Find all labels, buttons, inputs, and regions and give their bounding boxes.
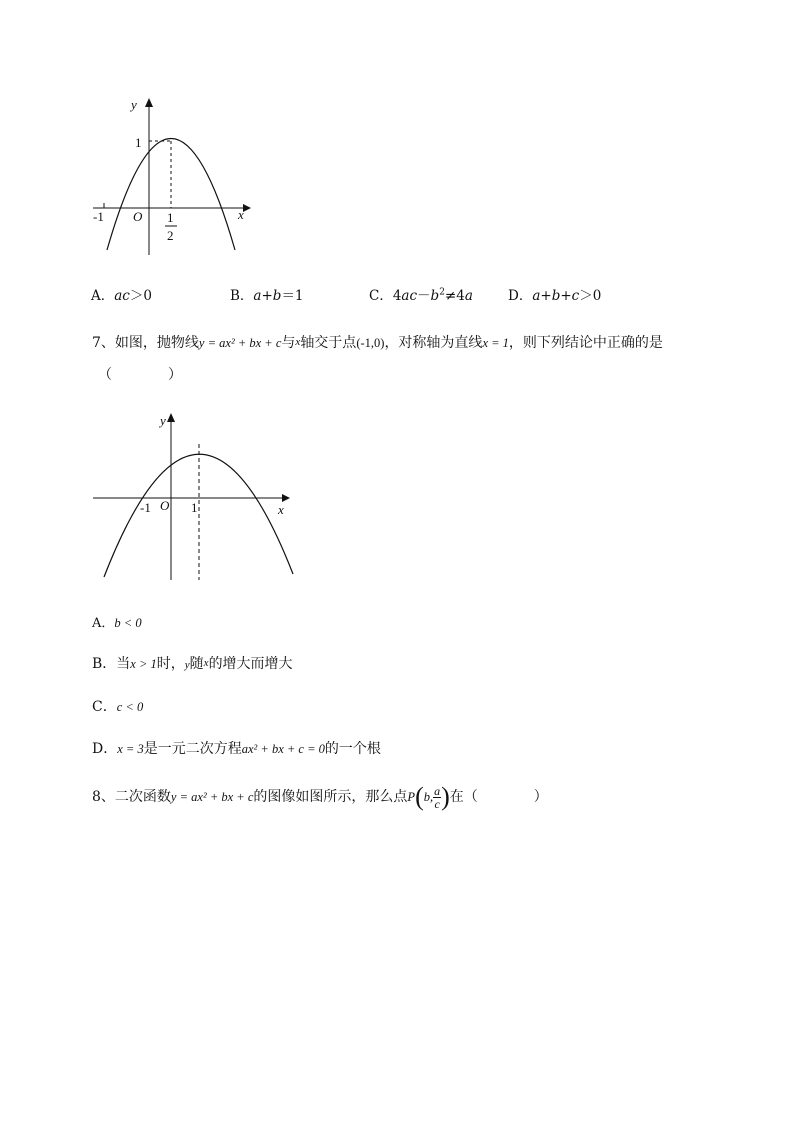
y-label: y [131,97,137,112]
x-label: x [278,502,284,517]
q7-option-b[interactable]: B．当x > 1时，y随x的增大而增大 [92,656,293,672]
fraction-a-over-c: $\frac{a}{c}$ [434,783,441,811]
x-axis-arrow [243,204,251,212]
parabola-graph-2 [90,410,295,585]
q6-option-b[interactable]: B．a+b＝1 [230,288,304,304]
q6-option-c[interactable]: C．$4ac-b^2\ne 4a$ [369,287,473,304]
y-label: y [160,413,166,428]
tick-label-1: 1 [135,135,142,150]
q7-answer-bracket: （ ） [98,367,182,383]
q7-option-d[interactable]: D．x = 3是一元二次方程ax² + bx + c = 0的一个根 [92,741,381,757]
tick-label-1: 1 [191,500,198,515]
q7-option-c[interactable]: C．c < 0 [92,699,144,715]
q6-option-d[interactable]: D．a+b+c＞0 [508,288,602,304]
y-axis-arrow [167,413,175,422]
half-numerator: 1 [167,210,174,225]
q7-option-a[interactable]: A．b < 0 [92,616,142,631]
x-axis-arrow [282,494,290,502]
half-denominator: 2 [167,228,174,243]
origin-label: O [160,498,170,513]
tick-label-minus1: -1 [140,500,151,515]
q7-stem: 7、如图，抛物线y = ax² + bx + c与x轴交于点(-1,0)，对称轴为直线x = 1，则下列结论中正确的是 [92,335,663,351]
origin-label: O [133,209,143,224]
tick-label-minus1: -1 [93,209,104,224]
y-axis-arrow [145,98,153,107]
x-label: x [238,207,244,222]
q8-stem: 8、二次函数y = ax² + bx + c的图像如图所示，那么点P(b, $\frac{a}{c}$ )在（ ） [92,782,548,811]
parabola-graph-1 [85,95,255,260]
q6-option-a[interactable]: A．ac＞0 [91,288,152,304]
